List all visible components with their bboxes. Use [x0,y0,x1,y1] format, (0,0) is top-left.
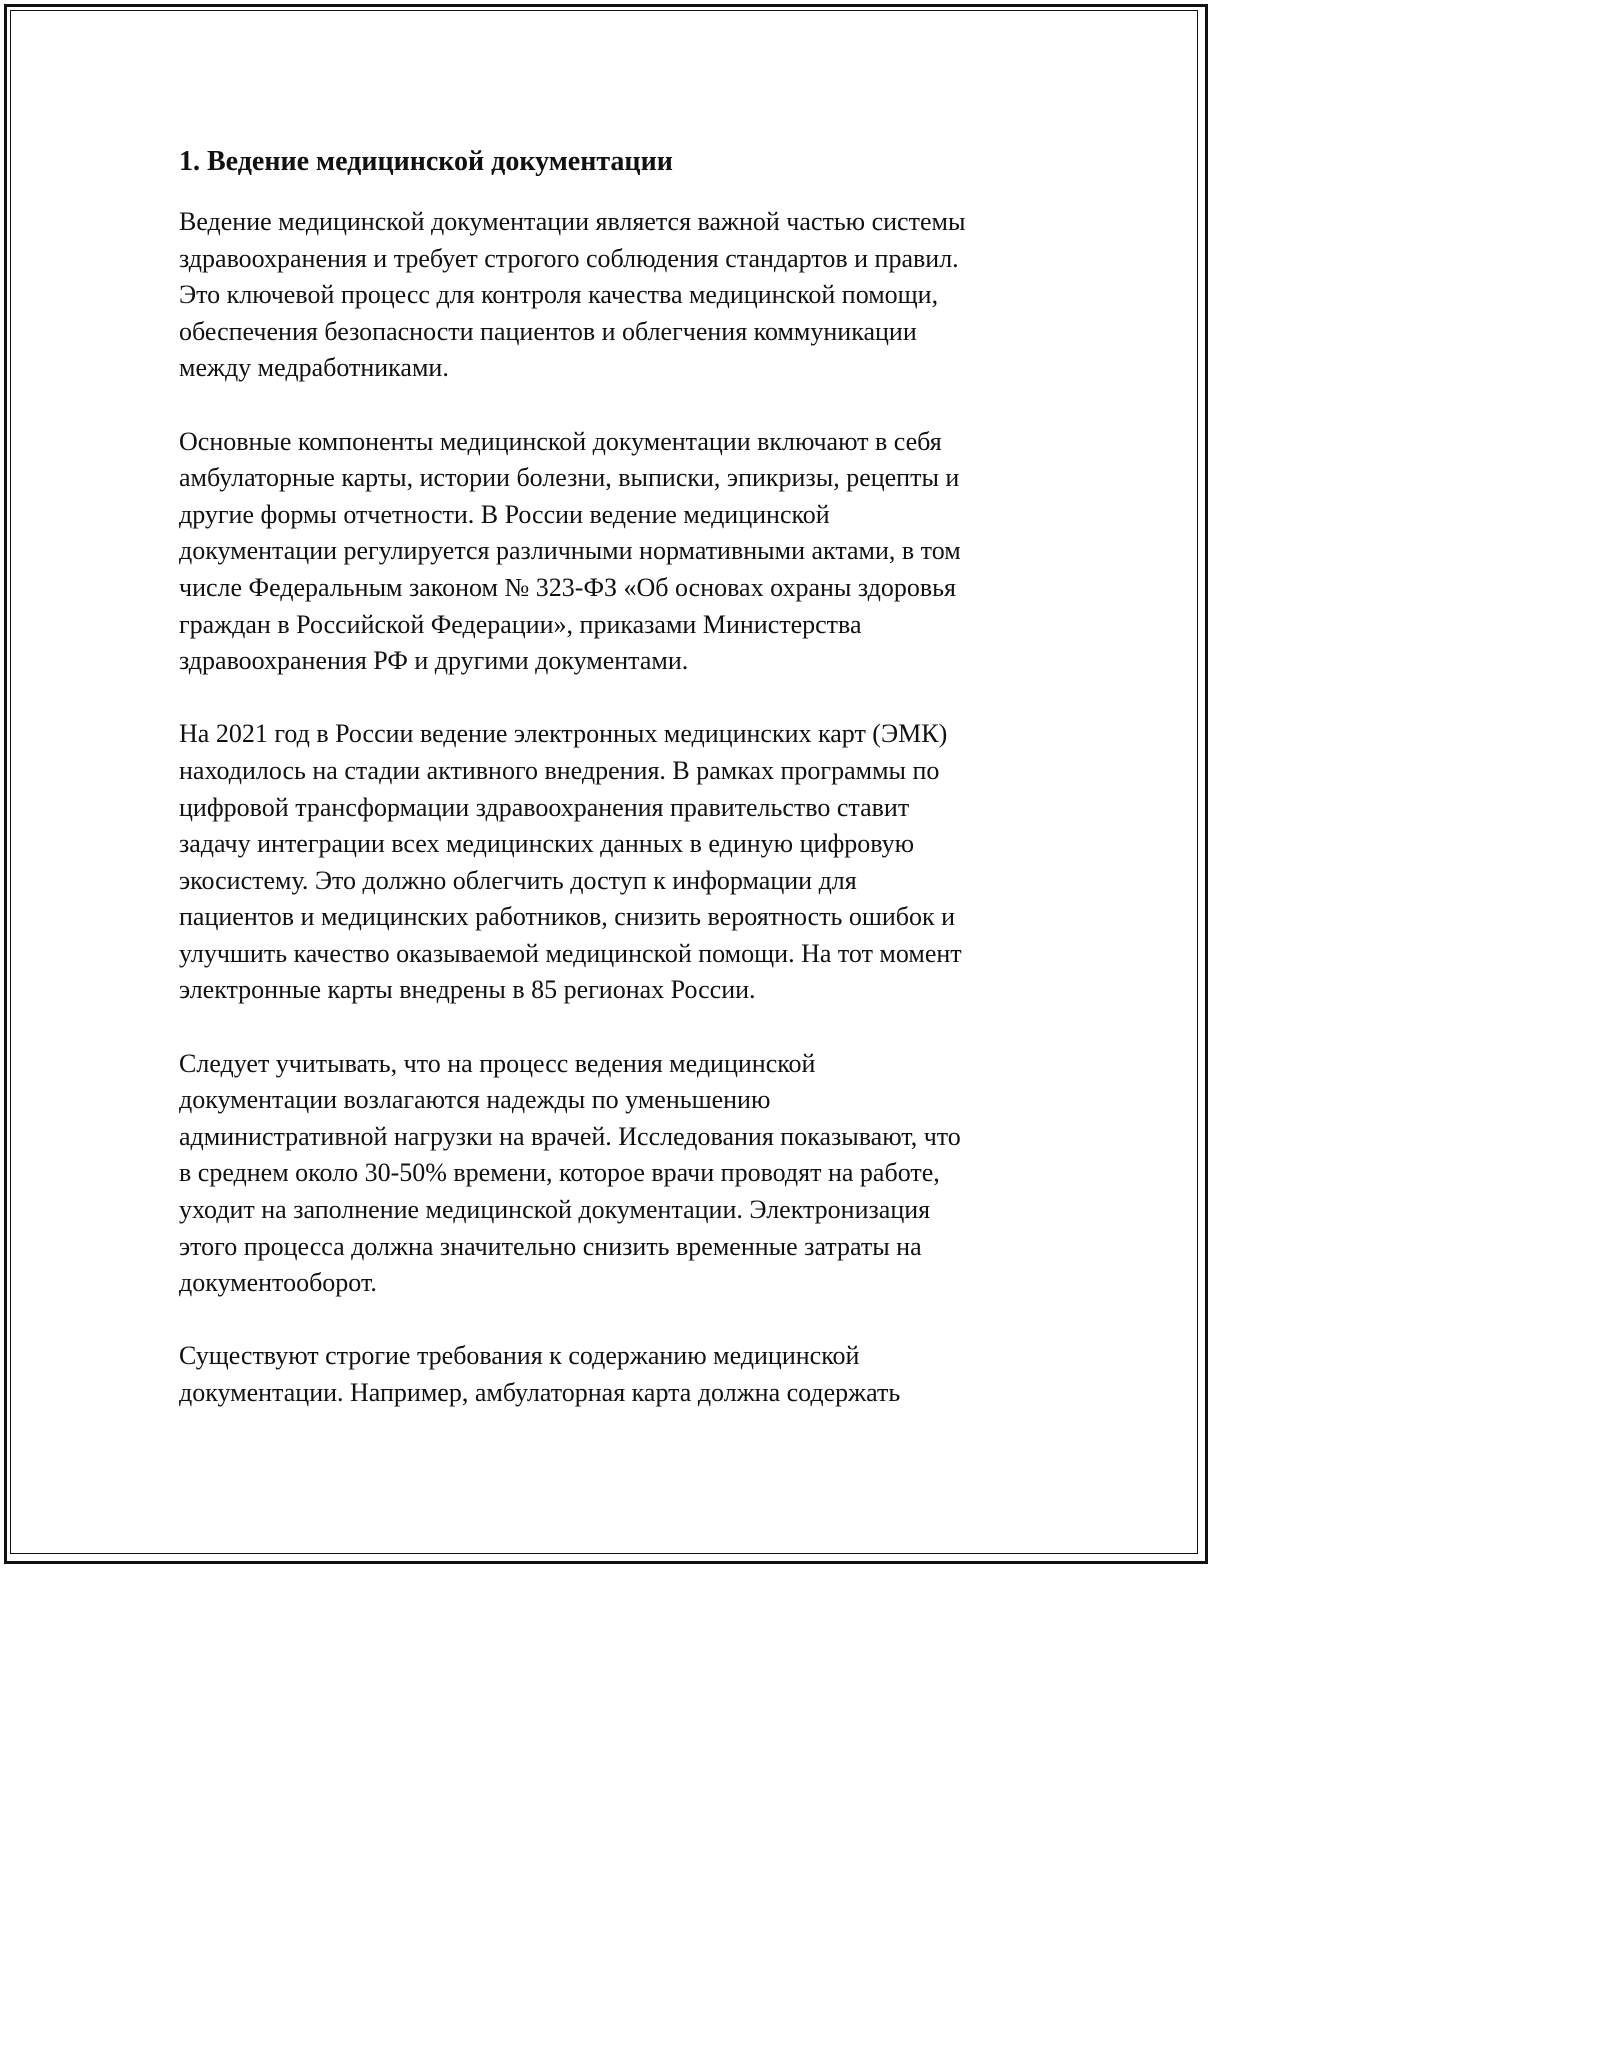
paragraph-1 [179,204,1039,387]
text-line: электронные карты внедрены в 85 регионах России. [179,975,756,1005]
text-line: в среднем около 30-50% времени, которое врачи проводят на работе, [179,1158,940,1188]
text-line: другие формы отчетности. В России ведение медицинской [179,499,830,529]
text-line: экосистему. Это должно облегчить доступ к информации для [179,865,857,895]
text-line: Существуют строгие требования к содержанию медицинской [179,1341,860,1371]
text-line: числе Федеральным законом № 323-ФЗ «Об основах охраны здоровья [179,572,956,602]
text-line: здравоохранения и требует строгого соблюдения стандартов и правил. [179,243,959,273]
text-line: документации. Например, амбулаторная карта должна содержать [179,1378,901,1407]
text-line: документации возлагаются надежды по уменьшению [179,1085,771,1115]
text-line: задачу интеграции всех медицинских данных в единую цифровую [179,829,915,859]
paragraph-4 [179,1046,1039,1302]
text-line: Это ключевой процесс для контроля качества медицинской помощи, [179,280,939,310]
text-line: На 2021 год в России ведение электронных медицинских карт (ЭМК) [179,719,948,749]
paragraph-2 [179,424,1039,680]
text-line: улучшить качество оказываемой медицинской помощи. На тот момент [179,938,962,968]
text-line: административной нагрузки на врачей. Исследования показывают, что [179,1121,961,1151]
text-line: пациентов и медицинских работников, снизить вероятность ошибок и [179,902,956,932]
text-line: Ведение медицинской документации является важной частью системы [179,207,966,236]
paragraph-5 [179,1338,1039,1411]
text-line: амбулаторные карты, истории болезни, выписки, эпикризы, рецепты и [179,463,960,493]
text-line: Основные компоненты медицинской документации включают в себя [179,426,942,456]
text-line: находилось на стадии активного внедрения. В рамках программы по [179,755,940,785]
paragraph-3 [179,716,1039,1009]
text-line: между медработниками. [179,353,449,383]
text-line: граждан в Российской Федерации», приказами Министерства [179,609,862,639]
text-line: здравоохранения РФ и другими документами. [179,646,689,676]
text-line: Следует учитывать, что на процесс ведения медицинской [179,1048,816,1078]
text-line: документооборот. [179,1268,377,1298]
text-line: этого процесса должна значительно снизить временные затраты на [179,1231,922,1261]
text-line: обеспечения безопасности пациентов и облегчения коммуникации [179,316,917,346]
section-heading: 1. Ведение медицинской документации [179,146,673,177]
document-page [179,140,1039,1448]
text-line: цифровой трансформации здравоохранения правительство ставит [179,792,910,822]
text-line: уходит на заполнение медицинской документации. Электронизация [179,1195,931,1225]
text-line: документации регулируется различными нормативными актами, в том [179,536,961,566]
